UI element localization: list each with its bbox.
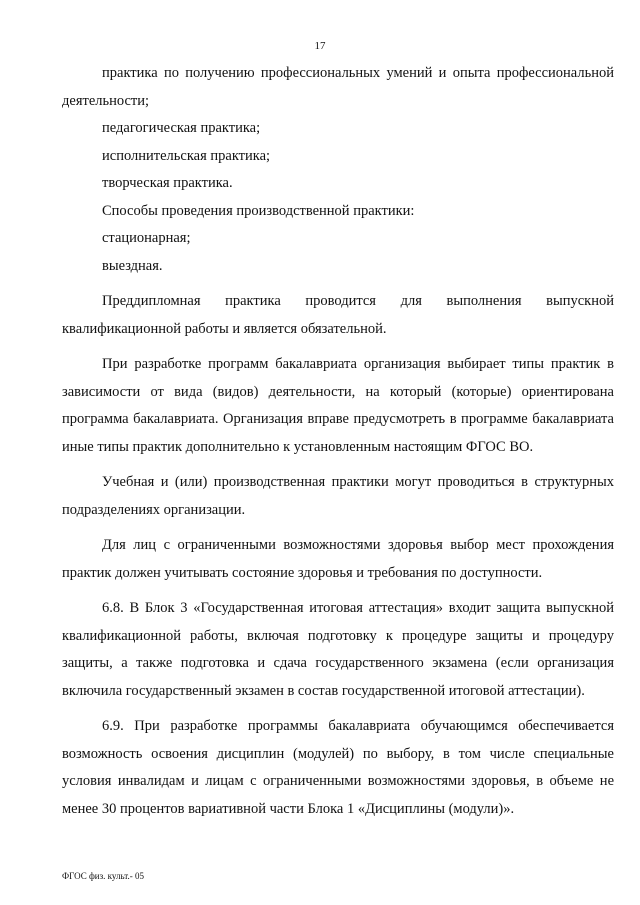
document-body <box>62 60 614 823</box>
paragraph-section-6-9: 6.9. При разработке программы бакалавриата обучающимся обеспечивается возможность освоения дисциплин (модулей) по выбору, в том числе специальные условия инвалидам и лицам с ограниченными возможностями здоровья, в объеме не менее 30 процентов вариативной части Блока 1 «Дисциплины (модули)». <box>62 718 614 817</box>
paragraph-pedagogical-practice: педагогическая практика; <box>102 120 261 136</box>
paragraph-creative-practice: творческая практика. <box>102 175 233 191</box>
paragraph-section-6-8: 6.8. В Блок 3 «Государственная итоговая аттестация» входит защита выпускной квалификационной работы, включая подготовку к процедуре защиты и процедуру защиты, а также подготовка и сдача государственного экзамена (если организация включила государственный экзамен в состав государственной итоговой аттестации). <box>62 600 614 699</box>
paragraph-performing-practice: исполнительская практика; <box>102 147 271 164</box>
paragraph-structural-units: Учебная и (или) производственная практики могут проводиться в структурных подразделениях организации. <box>62 474 614 518</box>
paragraph-practice-methods-heading: Способы проведения производственной практики: <box>102 202 415 219</box>
paragraph-field: выездная. <box>102 257 163 274</box>
footer-label: ФГОС физ. культ.- 05 <box>62 871 145 881</box>
paragraph-stationary: стационарная; <box>102 230 191 246</box>
paragraph-program-development: При разработке программ бакалавриата организация выбирает типы практик в зависимости от вида (видов) деятельности, на который (которые) ориентирована программа бакалавриата. Организация вправе предусмотреть в программе бакалавриата иные типы практик дополнительно к установленным настоящим ФГОС ВО. <box>62 356 614 455</box>
paragraph-practice-types-continued: практика по получению профессиональных умений и опыта профессиональной деятельности; <box>62 65 614 109</box>
paragraph-disabilities: Для лиц с ограниченными возможностями здоровья выбор мест прохождения практик должен учитывать состояние здоровья и требования по доступности. <box>62 537 614 581</box>
paragraph-pre-diploma-practice: Преддипломная практика проводится для выполнения выпускной квалификационной работы и является обязательной. <box>62 293 614 337</box>
page-number: 17 <box>314 40 326 52</box>
